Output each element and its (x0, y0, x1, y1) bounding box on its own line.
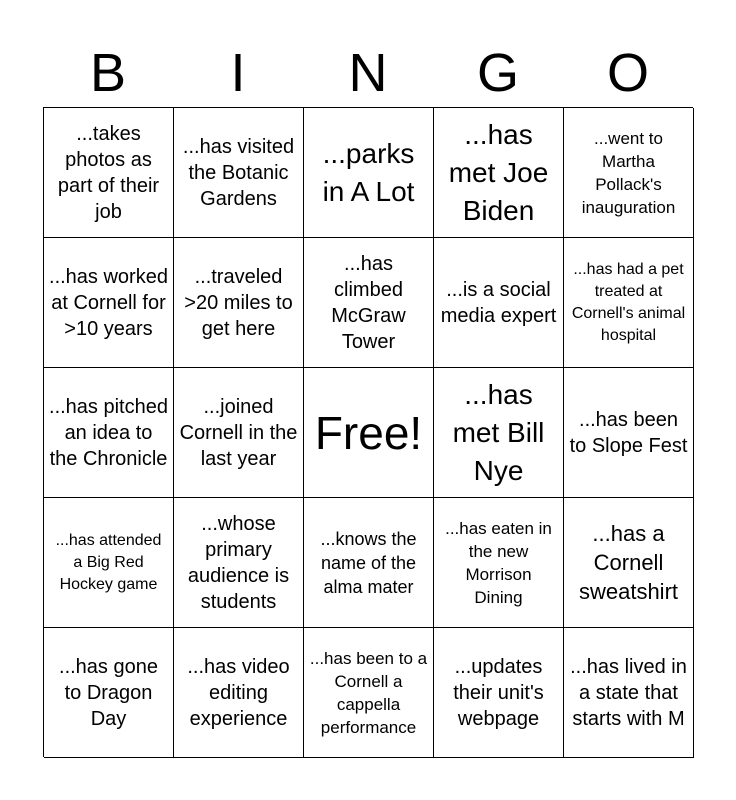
cell-text: ...parks in A Lot (322, 137, 415, 207)
bingo-cell[interactable] (174, 108, 304, 238)
bingo-cell[interactable] (174, 368, 304, 498)
bingo-cell[interactable] (174, 628, 304, 758)
cell-text: ...has pitched an idea to the Chronicle (49, 395, 168, 470)
bingo-cell[interactable] (44, 498, 174, 628)
cell-text: ...has gone to Dragon Day (59, 655, 158, 730)
bingo-cell[interactable] (304, 498, 434, 628)
bingo-cell[interactable] (434, 238, 564, 368)
cell-text: ...has visited the Botanic Gardens (182, 135, 295, 210)
cell-text: ...went to Martha Pollack's inauguration (581, 128, 676, 217)
cell-text: ...whose primary audience is students (187, 512, 290, 613)
cell-text: ...knows the name of the alma mater (320, 528, 417, 597)
bingo-cell[interactable] (564, 368, 694, 498)
cell-text: ...has eaten in the new Morrison Dining (445, 518, 552, 607)
bingo-cell[interactable] (564, 498, 694, 628)
bingo-cell[interactable] (434, 498, 564, 628)
bingo-cell[interactable] (44, 108, 174, 238)
header-letter-g: G (476, 43, 519, 103)
bingo-cell[interactable] (304, 628, 434, 758)
bingo-cell[interactable] (44, 238, 174, 368)
bingo-cell[interactable] (564, 238, 694, 368)
free-text: Free! (314, 406, 423, 459)
cell-text: ...has lived in a state that starts with M (570, 655, 687, 730)
bingo-cell[interactable] (434, 108, 564, 238)
bingo-cell[interactable] (174, 498, 304, 628)
bingo-cell[interactable] (174, 238, 304, 368)
cell-text: ...updates their unit's webpage (453, 655, 544, 730)
cell-text: ...has video editing experience (187, 655, 290, 730)
header-letter-b: B (89, 43, 127, 103)
bingo-header (43, 38, 693, 108)
cell-text: ...has climbed McGraw Tower (331, 252, 406, 353)
header-letter-n: N (348, 43, 388, 103)
cell-text: ...has attended a Big Red Hockey game (55, 531, 162, 593)
cell-text: ...takes photos as part of their job (57, 122, 160, 223)
cell-text: ...has worked at Cornell for >10 years (49, 265, 168, 340)
bingo-cell[interactable] (564, 108, 694, 238)
bingo-cell[interactable] (304, 238, 434, 368)
bingo-board (43, 107, 693, 757)
bingo-cell[interactable] (44, 628, 174, 758)
header-letter-i: I (230, 43, 246, 103)
bingo-cell[interactable] (564, 628, 694, 758)
free-cell[interactable] (304, 368, 434, 498)
cell-text: ...has a Cornell sweatshirt (578, 521, 679, 604)
header-letter-o: O (606, 43, 649, 103)
bingo-cell[interactable] (44, 368, 174, 498)
bingo-cell[interactable] (434, 628, 564, 758)
bingo-cell[interactable] (434, 368, 564, 498)
cell-text: ...has met Joe Biden (448, 118, 549, 226)
cell-text: ...is a social media expert (440, 278, 557, 327)
cell-text: ...has had a pet treated at Cornell's animal hospital (571, 260, 686, 344)
cell-text: ...has been to a Cornell a cappella performance (309, 648, 428, 737)
cell-text: ...has met Bill Nye (452, 378, 545, 486)
bingo-cell[interactable] (304, 108, 434, 238)
cell-text: ...joined Cornell in the last year (179, 395, 298, 470)
cell-text: ...traveled >20 miles to get here (184, 265, 293, 340)
cell-text: ...has been to Slope Fest (569, 408, 688, 457)
